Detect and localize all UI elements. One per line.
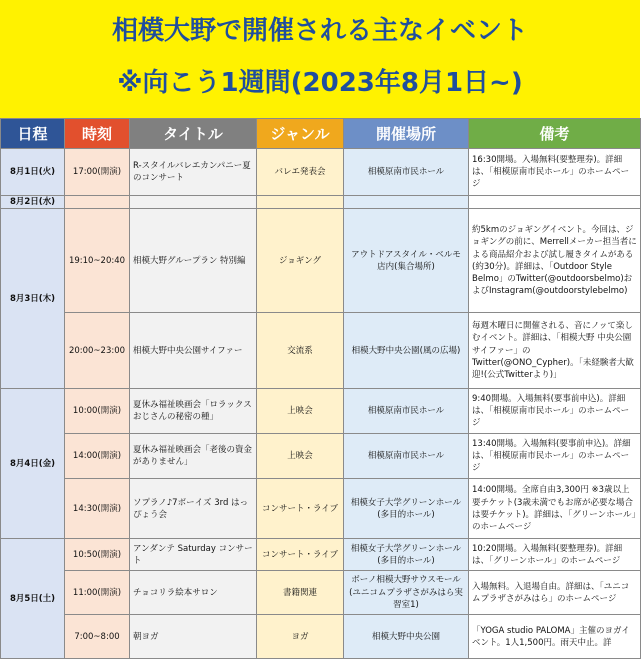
venue-cell: アウトドアスタイル・ベルモ店内(集合場所) [344, 209, 469, 313]
table-row [1, 313, 641, 389]
venue-cell: 相模原南市民ホール [344, 389, 469, 434]
venue-cell: 相模大野中央公園 [344, 615, 469, 659]
genre-cell: 上映会 [257, 434, 344, 479]
notes-cell: 「YOGA studio PALOMA」主催のヨガイベント。1人1,500円。雨天中止。詳 [469, 615, 641, 659]
time-cell: 20:00~23:00 [65, 313, 130, 389]
events-table [0, 118, 641, 659]
date-cell: 8月2日(水) [1, 196, 65, 209]
venue-cell: ボーノ相模大野サウスモール(ユニコムプラザさがみはら実習室1) [344, 571, 469, 615]
venue-cell: 相模女子大学グリーンホール(多目的ホール) [344, 479, 469, 539]
venue-cell: 相模原南市民ホール [344, 149, 469, 196]
column-header-time: 時刻 [65, 119, 130, 149]
table-row [1, 539, 641, 571]
notes-cell: 16:30開場。入場無料(要整理券)。詳細は、「相模原南市民ホール」のホームページ [469, 149, 641, 196]
genre-cell: コンサート・ライブ [257, 539, 344, 571]
date-cell: 8月4日(金) [1, 389, 65, 539]
time-cell: 10:00(開演) [65, 389, 130, 434]
table-row [1, 196, 641, 209]
column-header-genre: ジャンル [257, 119, 344, 149]
notes-cell: 10:20開場。入場無料(要整理券)。詳細は、「グリーンホール」のホームページ [469, 539, 641, 571]
notes-cell: 13:40開場。入場無料(要事前申込)。詳細は、「相模原南市民ホール」のホームページ [469, 434, 641, 479]
title-cell: 相模大野グループラン 特別編 [130, 209, 257, 313]
time-cell: 10:50(開演) [65, 539, 130, 571]
notes-cell: 毎週木曜日に開催される、音にノッて楽しむイベント。詳細は、「相模大野 中央公園サイファー」のTwitter(@ONO_Cypher)。「未経験者大歓迎!(公式Twitterより)」 [469, 313, 641, 389]
table-row [1, 209, 641, 313]
genre-cell: 上映会 [257, 389, 344, 434]
table-row [1, 615, 641, 659]
venue-cell [344, 196, 469, 209]
genre-cell: ジョギング [257, 209, 344, 313]
title-cell: 朝ヨガ [130, 615, 257, 659]
title-banner [0, 0, 640, 118]
date-cell: 8月1日(火) [1, 149, 65, 196]
title-cell: チョコリラ絵本サロン [130, 571, 257, 615]
venue-cell: 相模原南市民ホール [344, 434, 469, 479]
notes-cell: 14:00開場。全席自由3,300円 ※3歳以上要チケット(3歳未満でもお席が必要な場合は要チケット)。詳細は、「グリーンホール」のホームページ [469, 479, 641, 539]
genre-cell: 交流系 [257, 313, 344, 389]
venue-cell: 相模女子大学グリーンホール(多目的ホール) [344, 539, 469, 571]
genre-cell: ヨガ [257, 615, 344, 659]
column-header-venue: 開催場所 [344, 119, 469, 149]
column-header-title: タイトル [130, 119, 257, 149]
title-cell [130, 196, 257, 209]
table-row [1, 434, 641, 479]
date-cell: 8月3日(木) [1, 209, 65, 389]
time-cell: 14:30(開演) [65, 479, 130, 539]
title-cell: 夏休み福祉映画会「ロラックスおじさんの秘密の種」 [130, 389, 257, 434]
venue-cell: 相模大野中央公園(風の広場) [344, 313, 469, 389]
genre-cell [257, 196, 344, 209]
title-cell: 相模大野中央公園サイファー [130, 313, 257, 389]
date-cell: 8月5日(土) [1, 539, 65, 659]
title-cell: アンダンテ Saturday コンサート [130, 539, 257, 571]
time-cell: 7:00~8:00 [65, 615, 130, 659]
page-title: 相模大野で開催される主なイベント [111, 16, 528, 46]
table-row [1, 479, 641, 539]
notes-cell: 入場無料。入退場自由。詳細は、「ユニコムプラザさがみはら」のホームページ [469, 571, 641, 615]
table-header-row [1, 119, 641, 149]
time-cell: 17:00(開演) [65, 149, 130, 196]
genre-cell: コンサート・ライブ [257, 479, 344, 539]
column-header-date: 日程 [1, 119, 65, 149]
notes-cell: 9:40開場。入場無料(要事前申込)。詳細は、「相模原南市民ホール」のホームページ [469, 389, 641, 434]
table-row [1, 389, 641, 434]
column-header-notes: 備考 [469, 119, 641, 149]
notes-cell [469, 196, 641, 209]
time-cell: 14:00(開演) [65, 434, 130, 479]
table-row [1, 149, 641, 196]
page-subtitle: ※向こう1週間(2023年8月1日~) [117, 68, 523, 98]
notes-cell: 約5kmのジョギングイベント。今回は、ジョギングの前に、Merrellメーカー担当者による商品紹介および試し履きタイムがある(約30分)。詳細は、「Outdoor Style Belmo」のTwitter(@outdoorsbelmo)およびInstagram(@outdoorstylebelmo) [469, 209, 641, 313]
table-row [1, 571, 641, 615]
title-cell: 夏休み福祉映画会「老後の資金がありません」 [130, 434, 257, 479]
genre-cell: 書籍関連 [257, 571, 344, 615]
time-cell [65, 196, 130, 209]
genre-cell: バレエ発表会 [257, 149, 344, 196]
time-cell: 19:10~20:40 [65, 209, 130, 313]
title-cell: R-スタイルバレエカンパニー夏のコンサート [130, 149, 257, 196]
time-cell: 11:00(開演) [65, 571, 130, 615]
title-cell: ソプラノ♪7ボーイズ 3rd はっぴょう会 [130, 479, 257, 539]
